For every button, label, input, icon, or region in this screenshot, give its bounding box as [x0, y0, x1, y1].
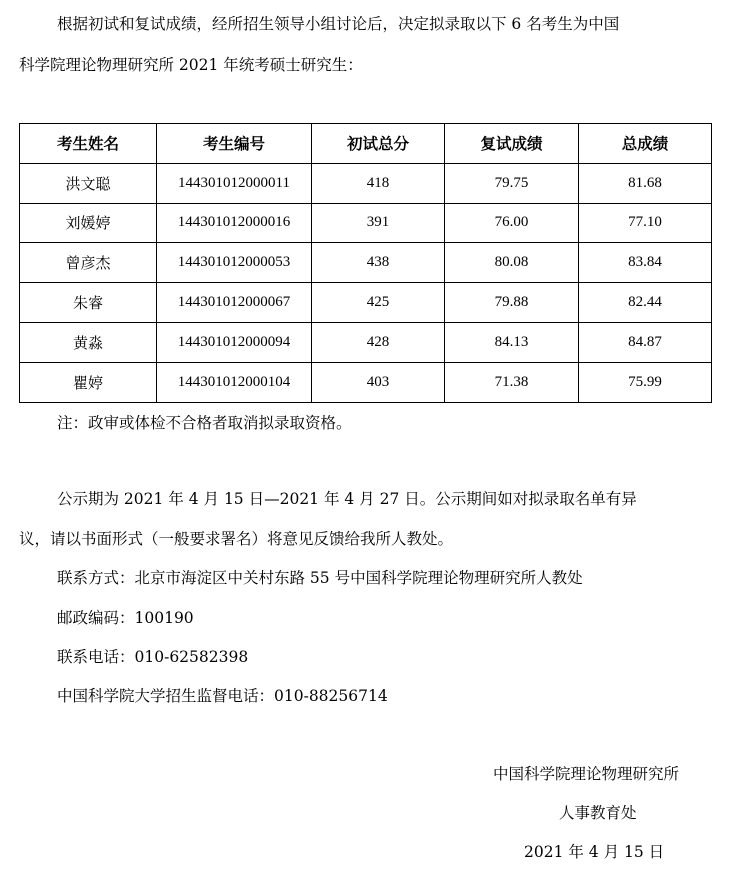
- cell-name: 洪文聪: [20, 163, 157, 203]
- header-total-score: 总成绩: [579, 124, 712, 164]
- cell-initial: 391: [312, 203, 445, 243]
- header-candidate-id: 考生编号: [157, 124, 312, 164]
- header-retest-score: 复试成绩: [445, 124, 579, 164]
- cell-name: 刘媛婷: [20, 203, 157, 243]
- table-row: [20, 243, 712, 283]
- cell-retest: 71.38: [445, 362, 579, 402]
- signature-institute: 中国科学院理论物理研究所: [493, 765, 680, 783]
- signature-date: 2021 年 4 月 15 日: [524, 843, 665, 861]
- contact-supervision-phone: 中国科学院大学招生监督电话：010-88256714: [57, 687, 388, 705]
- cell-name: 瞿婷: [20, 362, 157, 402]
- cell-initial: 418: [312, 163, 445, 203]
- table-row: [20, 362, 712, 402]
- cell-retest: 80.08: [445, 243, 579, 283]
- cell-name: 朱睿: [20, 283, 157, 323]
- cell-initial: 438: [312, 243, 445, 283]
- table-row: [20, 322, 712, 362]
- cell-id: 144301012000053: [157, 243, 312, 283]
- signature-department: 人事教育处: [559, 804, 637, 822]
- cell-initial: 425: [312, 283, 445, 323]
- contact-postcode: 邮政编码：100190: [57, 609, 194, 627]
- cell-retest: 76.00: [445, 203, 579, 243]
- header-initial-score: 初试总分: [312, 124, 445, 164]
- table-note: 注：政审或体检不合格者取消拟录取资格。: [57, 414, 352, 432]
- table-row: [20, 283, 712, 323]
- contact-phone: 联系电话：010-62582398: [57, 648, 249, 666]
- cell-total: 83.84: [579, 243, 712, 283]
- contact-address: 联系方式：北京市海淀区中关村东路 55 号中国科学院理论物理研究所人教处: [57, 569, 583, 587]
- cell-total: 77.10: [579, 203, 712, 243]
- cell-total: 84.87: [579, 322, 712, 362]
- cell-total: 81.68: [579, 163, 712, 203]
- cell-id: 144301012000094: [157, 322, 312, 362]
- table-row: [20, 163, 712, 203]
- cell-id: 144301012000011: [157, 163, 312, 203]
- cell-id: 144301012000067: [157, 283, 312, 323]
- notice-line-2: 议，请以书面形式（一般要求署名）将意见反馈给我所人教处。: [19, 530, 454, 548]
- cell-initial: 403: [312, 362, 445, 402]
- cell-name: 黄淼: [20, 322, 157, 362]
- cell-total: 82.44: [579, 283, 712, 323]
- cell-initial: 428: [312, 322, 445, 362]
- notice-line-1: 公示期为 2021 年 4 月 15 日—2021 年 4 月 27 日。公示期间如对拟录取名单有异: [57, 490, 637, 508]
- header-candidate-name: 考生姓名: [20, 124, 157, 164]
- table-row: [20, 203, 712, 243]
- intro-line-1: 根据初试和复试成绩，经所招生领导小组讨论后，决定拟录取以下 6 名考生为中国: [57, 15, 620, 33]
- cell-id: 144301012000104: [157, 362, 312, 402]
- cell-total: 75.99: [579, 362, 712, 402]
- cell-retest: 79.88: [445, 283, 579, 323]
- admission-table: [19, 123, 712, 403]
- table-header-row: [20, 124, 712, 164]
- intro-line-2: 科学院理论物理研究所 2021 年统考硕士研究生：: [19, 56, 363, 74]
- cell-name: 曾彦杰: [20, 243, 157, 283]
- cell-retest: 79.75: [445, 163, 579, 203]
- cell-id: 144301012000016: [157, 203, 312, 243]
- cell-retest: 84.13: [445, 322, 579, 362]
